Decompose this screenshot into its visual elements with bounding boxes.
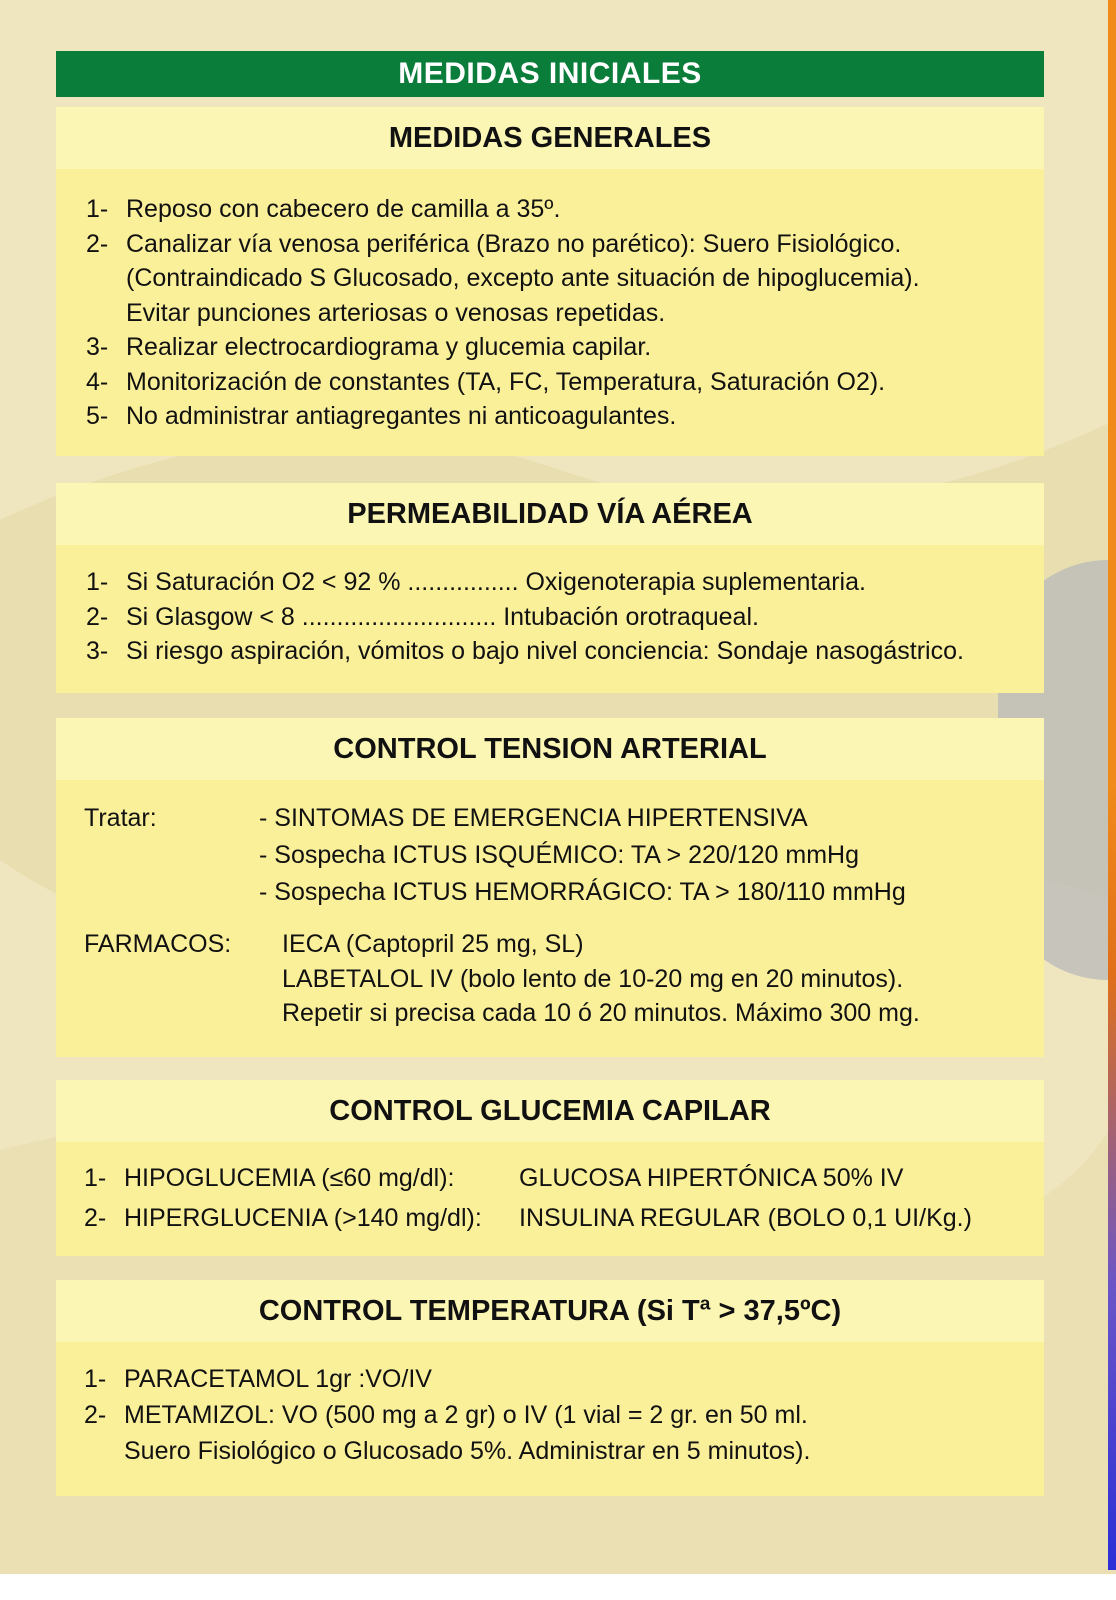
list-item: 1- Reposo con cabecero de camilla a 35º. (86, 195, 561, 223)
section-body (56, 780, 1044, 1057)
section-body (56, 545, 1044, 693)
section-medidas-generales (56, 107, 1044, 456)
section-title: CONTROL TEMPERATURA (Si Tª > 37,5ºC) (56, 1280, 1044, 1342)
list-item: 2- HIPERGLUCENIA (>140 mg/dl): INSULINA REGULAR (BOLO 0,1 UI/Kg.) (84, 1204, 972, 1232)
farmaco-item: IECA (Captopril 25 mg, SL) (282, 930, 584, 958)
bottom-margin (0, 1574, 1116, 1600)
section-body (56, 169, 1044, 456)
farmaco-item: Repetir si precisa cada 10 ó 20 minutos. Máximo 300 mg. (282, 999, 920, 1027)
list-item: 1- Si Saturación O2 < 92 % ................ Oxigenoterapia suplementaria. (86, 568, 866, 596)
list-item: 2- Si Glasgow < 8 ............................ Intubación orotraqueal. (86, 602, 759, 631)
section-control-tension-arterial (56, 718, 1044, 1057)
list-item: 1- PARACETAMOL 1gr :VO/IV (84, 1365, 432, 1393)
section-title: CONTROL TENSION ARTERIAL (56, 718, 1044, 780)
farmacos-block: FARMACOS: IECA (Captopril 25 mg, SL) LABETALOL IV (bolo lento de 10-20 mg en 20 minutos). Repetir si precisa cada 10 ó 20 minutos. Máximo 300 mg. (84, 927, 1044, 1031)
farmaco-item: LABETALOL IV (bolo lento de 10-20 mg en 20 minutos). (282, 964, 904, 993)
section-body (56, 1142, 1044, 1256)
section-control-temperatura (56, 1280, 1044, 1496)
list-item: 3- Realizar electrocardiograma y glucemia capilar. (86, 333, 652, 361)
section-control-glucemia-capilar (56, 1080, 1044, 1256)
list-item: 5- No administrar antiagregantes ni anticoagulantes. (86, 402, 677, 430)
banner-title: MEDIDAS INICIALES (56, 51, 1044, 97)
section-title: CONTROL GLUCEMIA CAPILAR (56, 1080, 1044, 1142)
list-item: 2- Canalizar vía venosa periférica (Brazo no parético): Suero Fisiológico. (Contraindicado S Glucosado, excepto ante situación de hipoglucemia). Evitar punciones arteriosas o venosas repetidas. (86, 229, 920, 327)
tratar-item: - Sospecha ICTUS ISQUÉMICO: TA > 220/120 mmHg (259, 841, 859, 869)
section-body (56, 1342, 1044, 1496)
section-title: MEDIDAS GENERALES (56, 107, 1044, 169)
tratar-block: Tratar: - SINTOMAS DE EMERGENCIA HIPERTENSIVA - Sospecha ICTUS ISQUÉMICO: TA > 220/120 mmHg - Sospecha ICTUS HEMORRÁGICO: TA > 180/110 mmHg (84, 800, 1044, 911)
tratar-item: - SINTOMAS DE EMERGENCIA HIPERTENSIVA (259, 804, 808, 832)
color-stripe (1108, 0, 1116, 1570)
tratar-item: - Sospecha ICTUS HEMORRÁGICO: TA > 180/110 mmHg (259, 878, 906, 906)
list-item: 2- METAMIZOL: VO (500 mg a 2 gr) o IV (1 vial = 2 gr. en 50 ml. Suero Fisiológico o Glucosado 5%. Administrar en 5 minutos). (84, 1401, 811, 1465)
list-item: 3- Si riesgo aspiración, vómitos o bajo nivel conciencia: Sondaje nasogástrico. (86, 637, 964, 665)
section-permeabilidad-via-aerea (56, 483, 1044, 693)
list-item: 4- Monitorización de constantes (TA, FC, Temperatura, Saturación O2). (86, 367, 886, 396)
section-title: PERMEABILIDAD VÍA AÉREA (56, 483, 1044, 545)
list-item: 1- HIPOGLUCEMIA (≤60 mg/dl): GLUCOSA HIPERTÓNICA 50% IV (84, 1164, 904, 1192)
